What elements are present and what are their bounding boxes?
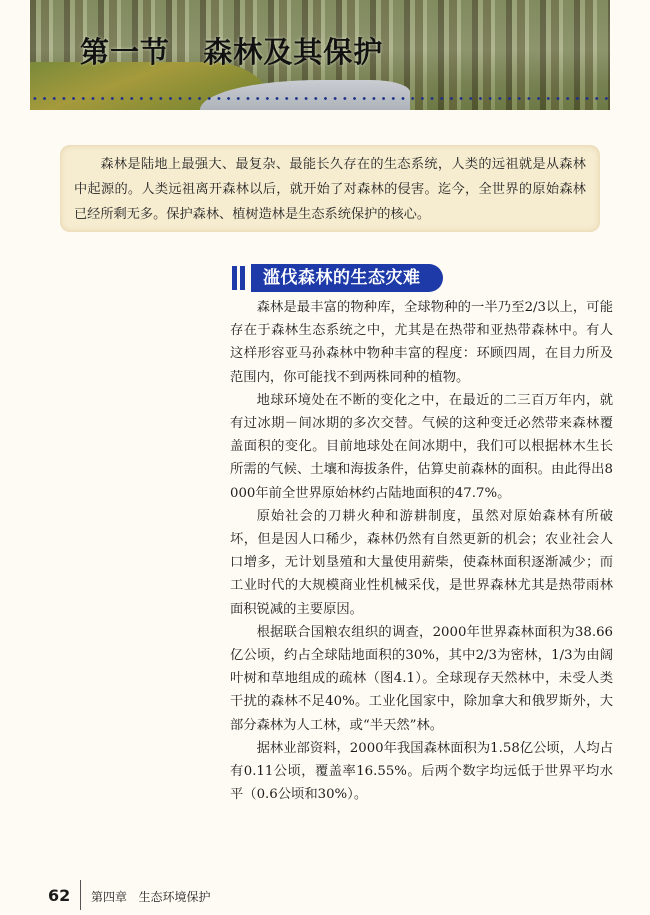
chapter-banner xyxy=(30,0,610,110)
subsection-heading xyxy=(232,264,443,292)
paragraph: 原始社会的刀耕火种和游耕制度，虽然对原始森林有所破坏，但是因人口稀少，森林仍然有自然更新的机会；农业社会人口增多，无计划垦殖和大量使用薪柴，使森林面积逐渐减少；而工业时代的大规模商业性机械采伐，是世界森林尤其是热带雨林面积锐减的主要原因。 xyxy=(230,508,613,617)
subsection-heading-label: 滥伐森林的生态灾难 xyxy=(251,264,443,292)
footer-divider xyxy=(80,880,81,910)
section-title: 第一节 森林及其保护 xyxy=(80,35,384,69)
chapter-title: 第四章 生态环境保护 xyxy=(91,890,211,904)
banner-dotted-rule xyxy=(30,97,610,100)
paragraph: 地球环境处在不断的变化之中，在最近的二三百万年内，就有过冰期－间冰期的多次交替。气候的这种变迁必然带来森林覆盖面积的变化。目前地球处在间冰期中，我们可以根据林木生长所需的气候、土壤和海拔条件，估算史前森林的面积。由此得出8 000年前全世界原始林约占陆地面积的47.7%。 xyxy=(230,392,613,501)
intro-summary-box: 森林是陆地上最强大、最复杂、最能长久存在的生态系统，人类的远祖就是从森林中起源的。人类远祖离开森林以后，就开始了对森林的侵害。迄今，全世界的原始森林已经所剩无多。保护森林、植树造林是生态系统保护的核心。 xyxy=(60,145,600,232)
paragraph: 根据联合国粮农组织的调查，2000年世界森林面积为38.66亿公顷，约占全球陆地面积的30%，其中2/3为密林，1/3为由阔叶树和草地组成的疏林（图4.1）。全球现存天然林中，未受人类干扰的森林不足40%。工业化国家中，除加拿大和俄罗斯外，大部分森林为人工林，或“半天然”林。 xyxy=(230,624,613,733)
page-footer xyxy=(48,880,210,912)
heading-bar-decoration xyxy=(232,266,237,290)
paragraph: 据林业部资料，2000年我国森林面积为1.58亿公顷，人均占有0.11公顷，覆盖率16.55%。后两个数字均远低于世界平均水平（0.6公顷和30%）。 xyxy=(230,740,613,803)
heading-bar-decoration xyxy=(240,266,245,290)
body-text xyxy=(230,296,613,806)
page-number: 62 xyxy=(48,886,71,905)
paragraph: 森林是最丰富的物种库，全球物种的一半乃至2/3以上，可能存在于森林生态系统之中，尤其是在热带和亚热带森林中。有人这样形容亚马孙森林中物种丰富的程度：环顾四周，在目力所及范围内，你可能找不到两株同种的植物。 xyxy=(230,300,613,385)
